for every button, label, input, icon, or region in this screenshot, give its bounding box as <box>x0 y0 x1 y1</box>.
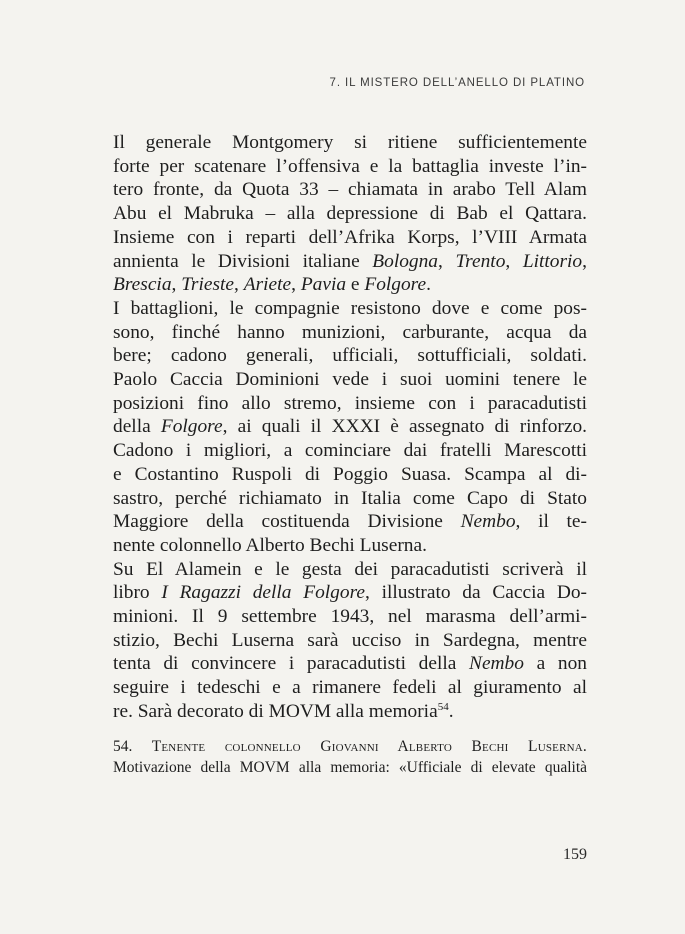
division-name: Trento <box>455 250 506 272</box>
text-run: . <box>426 274 431 296</box>
text-line <box>113 652 587 676</box>
text-run: . <box>448 700 454 722</box>
italic-term: Folgore <box>160 416 223 438</box>
text-line <box>113 581 587 605</box>
division-name: Littorio <box>522 250 583 272</box>
division-name: Pavia <box>300 274 347 296</box>
text-line: minioni. Il 9 settembre 1943, nel marasma dell’armi- <box>113 606 587 628</box>
text-run: , illustrato da Caccia Do- <box>365 582 587 604</box>
italic-term: Nembo <box>469 653 524 675</box>
text-line: bere; cadono generali, ufficiali, sottufficiali, soldati. <box>113 345 587 367</box>
footnote-heading: Tenente colonnello Giovanni Alberto Bechi Luserna. <box>151 738 588 755</box>
italic-term: Nembo <box>460 511 516 533</box>
text-run: e <box>346 274 365 296</box>
text-run: libro <box>113 582 162 604</box>
text-line <box>113 273 587 297</box>
text-line: forte per scatenare l’offensiva e la battaglia investe l’in- <box>113 155 587 177</box>
text-line <box>113 250 587 274</box>
text-run: , <box>171 274 182 296</box>
text-run: , <box>291 274 301 296</box>
text-line: Il generale Montgomery si ritiene sufficientemente <box>113 132 587 153</box>
text-run: , il te- <box>515 511 587 533</box>
text-line: Abu el Mabruka – alla depressione di Bab el Qattara. <box>113 203 587 225</box>
text-run: re. Sarà decorato di MOVM alla memoria <box>113 700 438 722</box>
text-run: , <box>234 274 244 296</box>
text-line: tero fronte, da Quota 33 – chiamata in arabo Tell Alam <box>113 179 587 201</box>
division-name: Ariete <box>243 274 292 296</box>
text-line: Cadono i migliori, a cominciare dai fratelli Marescotti <box>113 440 587 462</box>
text-run: , <box>438 250 456 272</box>
text-run: , <box>582 250 587 272</box>
text-line: Insieme con i reparti dell’Afrika Korps, l’VIII Armata <box>113 226 587 248</box>
text-line: e Costantino Ruspoli di Poggio Suasa. Scampa al di- <box>113 463 587 485</box>
text-run: , ai quali il XXXI è assegnato di rinforzo. <box>222 416 588 438</box>
text-run: a non <box>523 653 587 675</box>
division-name: Folgore <box>364 274 427 296</box>
running-head: 7. IL MISTERO DELL’ANELLO DI PLATINO <box>329 77 585 89</box>
text-line: posizioni fino allo stremo, insieme con i paracadutisti <box>113 392 587 414</box>
text-run: della <box>113 416 161 438</box>
division-name: Brescia <box>113 274 172 296</box>
text-run: , <box>505 250 523 272</box>
footnote-line <box>113 736 587 757</box>
text-line <box>113 510 587 534</box>
text-run: tenta di convincere i paracadutisti della <box>113 653 470 675</box>
text-line: I battaglioni, le compagnie resistono dove e come pos- <box>113 297 587 319</box>
text-line: seguire i tedeschi e a rimanere fedeli al giuramento al <box>113 677 587 699</box>
text-run: annienta le Divisioni italiane <box>113 250 373 272</box>
footnote <box>113 736 587 778</box>
page-number: 159 <box>563 846 587 863</box>
text-line: sono, finché hanno munizioni, carburante, acqua da <box>113 321 587 343</box>
book-title: I Ragazzi della Folgore <box>161 582 366 604</box>
text-line: Su El Alamein e le gesta dei paracadutisti scriverà il <box>113 558 587 580</box>
text-line: sastro, perché richiamato in Italia come Capo di Stato <box>113 487 587 509</box>
text-line: stizio, Bechi Luserna sarà ucciso in Sardegna, mentre <box>113 629 587 651</box>
text-run: Maggiore della costituenda Divisione <box>113 511 461 533</box>
division-name: Bologna <box>372 250 439 272</box>
text-line: Paolo Caccia Dominioni vede i suoi uomini tenere le <box>113 369 587 391</box>
footnote-number: 54. <box>113 738 133 755</box>
division-name: Trieste <box>181 274 235 296</box>
text-line: nente colonnello Alberto Bechi Luserna. <box>113 534 427 556</box>
text-line <box>113 700 587 724</box>
text-line <box>113 415 587 439</box>
footnote-line: Motivazione della MOVM alla memoria: «Ufficiale di elevate qualità <box>113 759 587 776</box>
footnote-reference: 54 <box>437 700 449 713</box>
body-paragraphs <box>113 131 587 724</box>
